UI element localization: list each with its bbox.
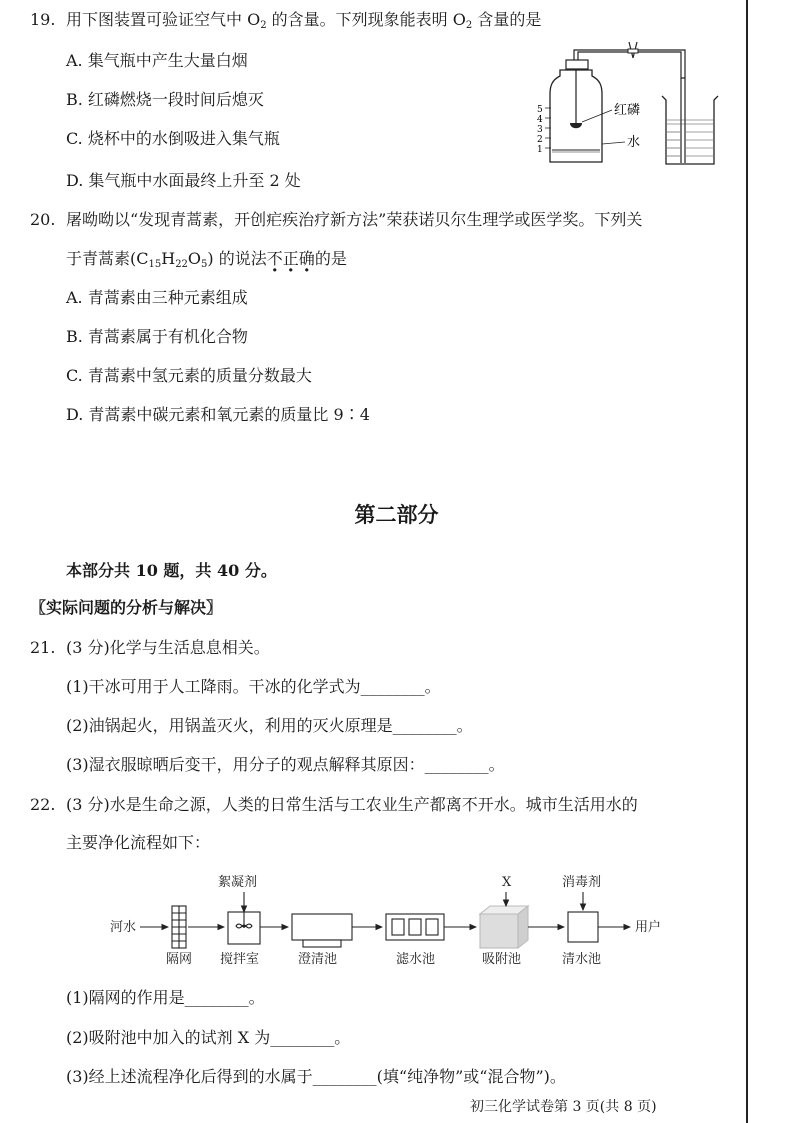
label-red-phosphorus: 红磷 — [614, 103, 641, 118]
q20-number: 20. — [30, 210, 56, 229]
q21-number: 21. — [30, 638, 56, 657]
flow-end: 用户 — [635, 920, 662, 935]
q19-option-d: D. 集气瓶中水面最终上升至 2 处 — [66, 171, 301, 190]
margin-rule — [746, 0, 748, 1123]
q19-option-c: C. 烧杯中的水倒吸进入集气瓶 — [66, 129, 280, 148]
stage-filter: 滤水池 — [396, 952, 436, 967]
q20-option-b: B. 青蒿素属于有机化合物 — [66, 327, 248, 346]
beaker — [662, 96, 718, 164]
scale-marks — [537, 105, 551, 155]
page-footer: 初三化学试卷第 3 页(共 8 页) — [470, 1099, 657, 1115]
q19-apparatus-diagram — [530, 38, 730, 173]
stage-adsorption: 吸附池 — [482, 952, 522, 967]
stage-screen: 隔网 — [166, 952, 193, 967]
section-heading: 〖实际问题的分析与解决〗 — [30, 598, 223, 617]
q22-item-3: (3)经上述流程净化后得到的水属于________(填“纯净物”或“混合物”)。 — [66, 1067, 566, 1086]
label-water: 水 — [627, 135, 641, 150]
svg-text:1: 1 — [537, 145, 543, 155]
flow-label-x: X — [502, 875, 512, 890]
svg-text:2: 2 — [537, 135, 543, 145]
flow-source: 河水 — [110, 920, 137, 935]
svg-text:4: 4 — [537, 115, 543, 125]
flow-label-disinfectant: 消毒剂 — [562, 875, 602, 890]
q22-item-2: (2)吸附池中加入的试剂 X 为________。 — [66, 1028, 351, 1047]
q19-option-b: B. 红磷燃烧一段时间后熄灭 — [66, 90, 264, 109]
q20-stem-line2: 于青蒿素$(C_{15}H_{22}O_5)$ 的说法不正确的是 — [66, 249, 347, 270]
q22-flow-diagram — [100, 868, 700, 978]
q21-item-3: (3)湿衣服晾晒后变干，用分子的观点解释其原因：________。 — [66, 755, 505, 774]
stage-clarifier: 澄清池 — [298, 952, 338, 967]
q22-item-1: (1)隔网的作用是________。 — [66, 988, 265, 1007]
part2-title: 第二部分 — [354, 503, 439, 527]
q22-stem-line1: (3 分)水是生命之源，人类的日常生活与工农业生产都离不开水。城市生活用水的 — [66, 795, 638, 814]
adsorption-tank-icon — [480, 906, 528, 948]
q20-option-a: A. 青蒿素由三种元素组成 — [66, 288, 248, 307]
stage-mixing: 搅拌室 — [220, 952, 260, 967]
q20-option-c: C. 青蒿素中氢元素的质量分数最大 — [66, 366, 312, 385]
clamp-icon — [628, 42, 638, 58]
emphasis-char: 正 — [282, 249, 299, 268]
q19-option-a: A. 集气瓶中产生大量白烟 — [66, 51, 248, 70]
q19-stem: 用下图装置可验证空气中 $O_2$ 的含量。下列现象能表明 $O_2$ 含量的是 — [66, 10, 542, 31]
q21-item-1: (1)干冰可用于人工降雨。干冰的化学式为________。 — [66, 677, 441, 696]
q19-number: 19. — [30, 10, 56, 29]
q22-stem-line2: 主要净化流程如下： — [66, 833, 211, 852]
q20-option-d: D. 青蒿素中碳元素和氧元素的质量比 9∶4 — [66, 405, 370, 424]
svg-text:3: 3 — [537, 125, 543, 135]
q20-stem-line1: 屠呦呦以“发现青蒿素，开创疟疾治疗新方法”荣获诺贝尔生理学或医学奖。下列关 — [66, 210, 643, 229]
svg-text:5: 5 — [537, 105, 543, 115]
clean-water-tank-icon — [568, 912, 598, 942]
part2-intro: 本部分共 10 题，共 40 分。 — [66, 561, 277, 580]
q22-number: 22. — [30, 795, 56, 814]
emphasis-char: 不 — [266, 249, 283, 268]
q21-stem: (3 分)化学与生活息息相关。 — [66, 638, 270, 657]
flow-label-flocculant: 絮凝剂 — [218, 875, 258, 890]
q21-item-2: (2)油锅起火，用锅盖灭火，利用的灭火原理是________。 — [66, 716, 473, 735]
stage-clean-water: 清水池 — [562, 952, 602, 967]
screen-icon — [172, 906, 186, 948]
emphasis-char: 确 — [298, 249, 315, 268]
clarifier-icon — [292, 914, 352, 940]
